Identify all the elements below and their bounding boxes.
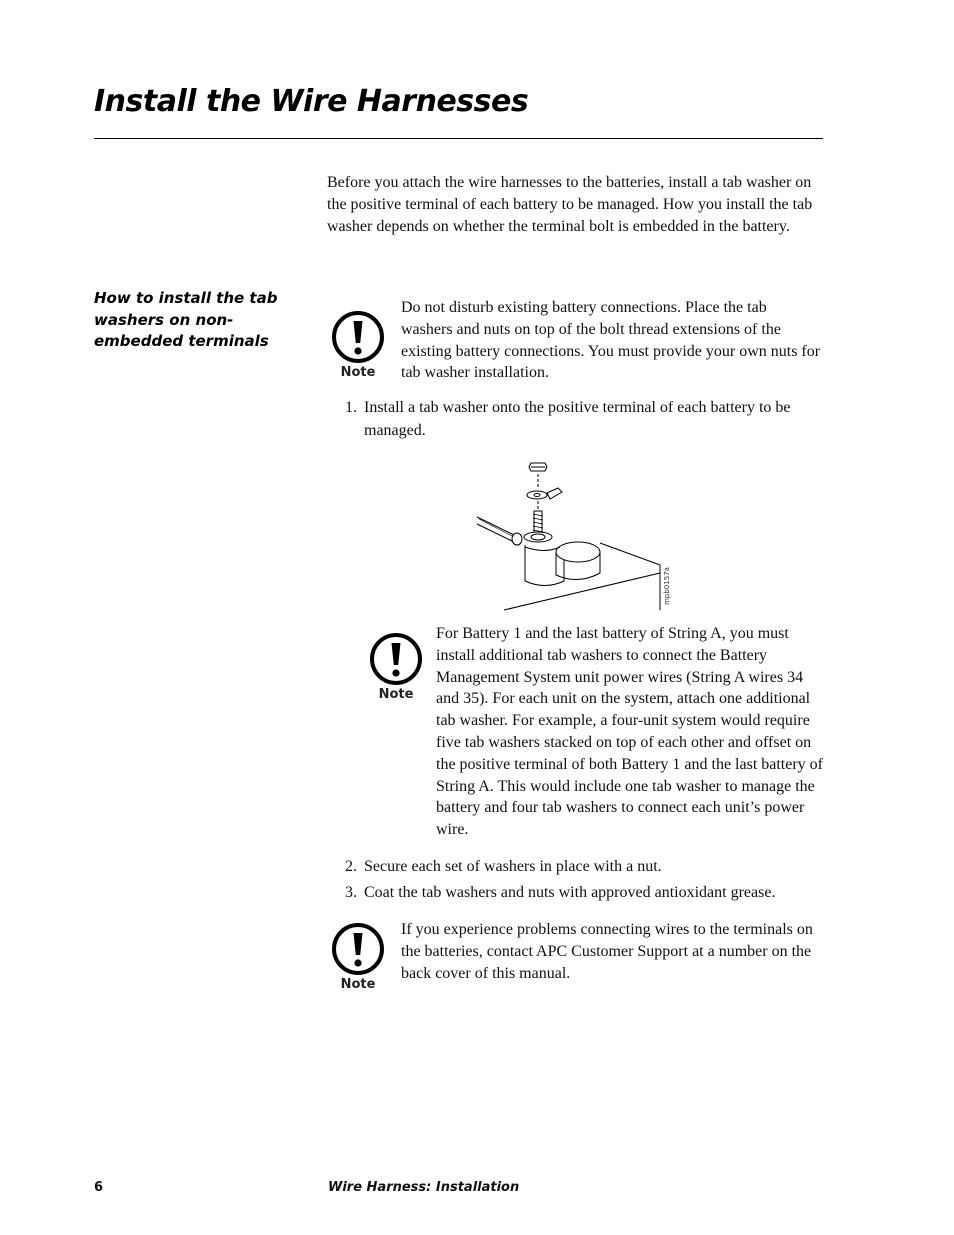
list-item [345, 882, 825, 905]
list-item [345, 397, 825, 443]
note-2 [368, 632, 424, 702]
note-label: Note [340, 977, 376, 992]
note-text: Do not disturb existing battery connections. Place the tab washers and nuts on top of the bolt thread extensions of the existing battery connections. You must provide your own nuts for tab washer installation. [401, 299, 821, 382]
step-text: Coat the tab washers and nuts with approved antioxidant grease. [364, 884, 776, 901]
section-heading: How to install the tab washers on non-embedded terminals [94, 289, 278, 350]
figure-code [664, 568, 676, 610]
note-3 [330, 922, 386, 992]
footer-section-title: Wire Harness: Installation [328, 1180, 520, 1195]
list-item [345, 856, 825, 879]
exclamation-circle-icon [331, 922, 385, 976]
page-title: Install the Wire Harnesses [94, 84, 529, 119]
exclamation-circle-icon [331, 310, 385, 364]
battery-terminal-illustration [470, 455, 690, 615]
step-number: 1. [345, 399, 357, 416]
figure-code-text: mpb0157a [662, 567, 671, 605]
step-text: Secure each set of washers in place with a nut. [364, 858, 662, 875]
note-1 [330, 310, 386, 380]
note-label: Note [378, 687, 414, 702]
note-label: Note [340, 365, 376, 380]
page-number: 6 [94, 1180, 104, 1195]
intro-paragraph: Before you attach the wire harnesses to the batteries, install a tab washer on the positive terminal of each battery to be managed. How you install the tab washer depends on whether the terminal bolt is embedded in the battery. [327, 174, 813, 235]
step-text: Install a tab washer onto the positive terminal of each battery to be managed. [364, 399, 791, 439]
exclamation-circle-icon [369, 632, 423, 686]
note-text: If you experience problems connecting wires to the terminals on the batteries, contact APC Customer Support at a number on the back cover of this manual. [401, 921, 813, 982]
step-number: 2. [345, 858, 357, 875]
title-rule [94, 138, 823, 139]
note-text: For Battery 1 and the last battery of String A, you must install additional tab washers to connect the Battery Management System unit power wires (String A wires 34 and 35). For each unit on the system, attach one additional tab washer. For example, a four-unit system would require five tab washers stacked on top of each other and offset on the positive terminal of both Battery 1 and the last battery of String A. This would include one tab washer to manage the battery and four tab washers to connect each unit’s power wire. [436, 625, 824, 839]
step-number: 3. [345, 884, 357, 901]
